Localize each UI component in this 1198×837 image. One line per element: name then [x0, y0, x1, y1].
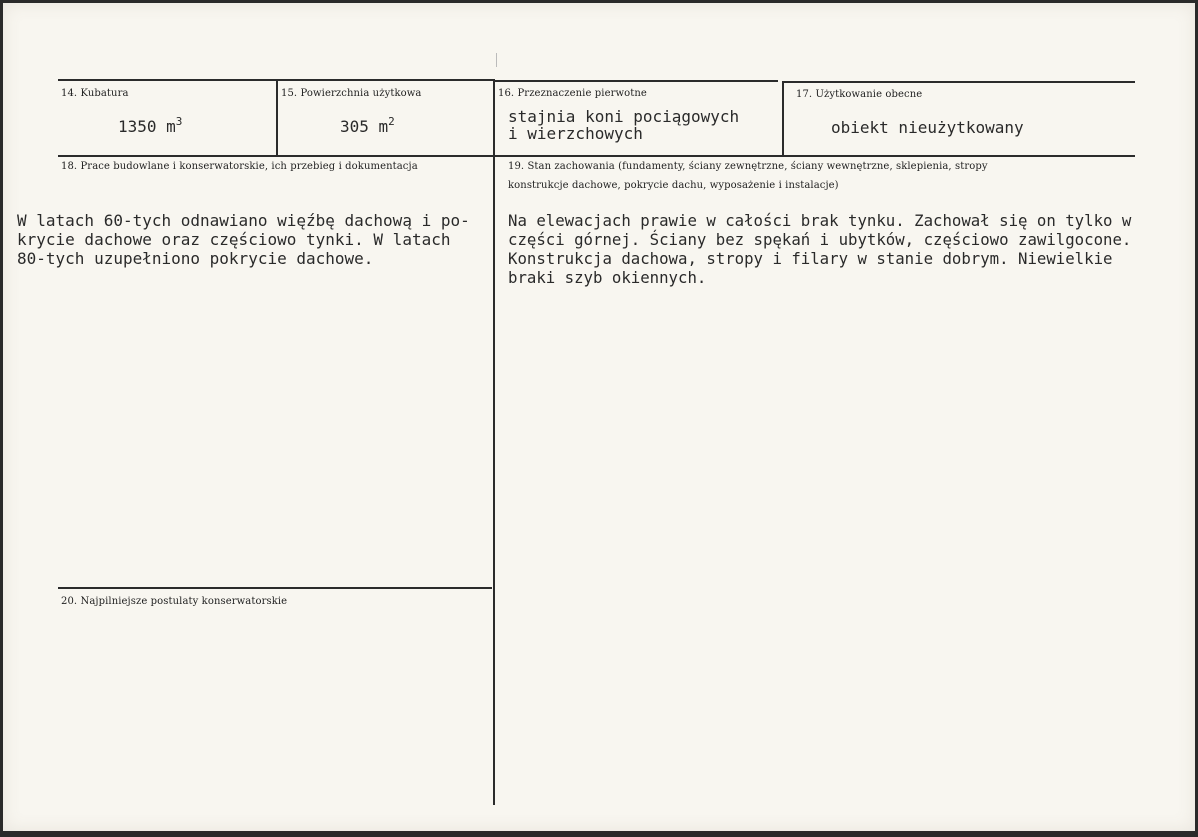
field-19-line-3: Konstrukcja dachowa, stropy i filary w stanie dobrym. Niewielkie [508, 249, 1113, 268]
field-18-line-1: W latach 60-tych odnawiano więźbę dachową i po- [17, 211, 470, 230]
field-16-value-line2: i wierzchowych [508, 124, 643, 143]
field-14-value: 1350 $m^3$ [118, 115, 183, 136]
field-19-line-1: Na elewacjach prawie w całości brak tynku. Zachował się on tylko w [508, 211, 1132, 230]
field-16-value-line1: stajnia koni pociągowych [508, 107, 740, 126]
field-17-value: obiekt nieużytkowany [831, 118, 1024, 137]
center-divider [493, 157, 495, 805]
divider-16-17 [782, 81, 784, 157]
field-19-label-line1: 19. Stan zachowania (fundamenty, ściany zewnętrzne, ściany wewnętrzne, sklepienia, stropy [508, 161, 988, 172]
field-18-line-2: krycie dachowe oraz częściowo tynki. W latach [17, 230, 451, 249]
rule-section-20 [58, 587, 492, 589]
rule-top-2 [278, 79, 493, 81]
divider-14-15 [276, 79, 278, 157]
form-card [3, 3, 1195, 831]
rule-top-4 [783, 81, 1135, 83]
field-15-value: 305 $m^2$ [340, 115, 395, 136]
field-19-line-4: braki szyb okiennych. [508, 268, 707, 287]
field-18-line-3: 80-tych uzupełniono pokrycie dachowe. [17, 249, 374, 268]
field-17-label: 17. Użytkowanie obecne [796, 89, 923, 100]
field-15-label: 15. Powierzchnia użytkowa [281, 88, 422, 99]
field-14-exponent: 3 [175, 115, 183, 128]
rule-mid-right [495, 155, 1135, 157]
field-15-exponent: 2 [388, 115, 395, 128]
field-14-label: 14. Kubatura [61, 88, 129, 99]
field-18-label: 18. Prace budowlane i konserwatorskie, ich przebieg i dokumentacja [61, 161, 418, 172]
rule-top-1 [58, 79, 278, 81]
field-19-line-2: części górnej. Ściany bez spękań i ubytków, częściowo zawilgocone. [508, 230, 1132, 249]
paper-speck [496, 53, 497, 67]
rule-top-3 [495, 80, 778, 82]
field-19-label-line2: konstrukcje dachowe, pokrycie dachu, wyposażenie i instalacje) [508, 180, 839, 191]
field-20-label: 20. Najpilniejsze postulaty konserwatorskie [61, 596, 288, 607]
rule-mid-left [58, 155, 494, 157]
field-16-label: 16. Przeznaczenie pierwotne [498, 88, 647, 99]
divider-15-16 [493, 79, 495, 157]
